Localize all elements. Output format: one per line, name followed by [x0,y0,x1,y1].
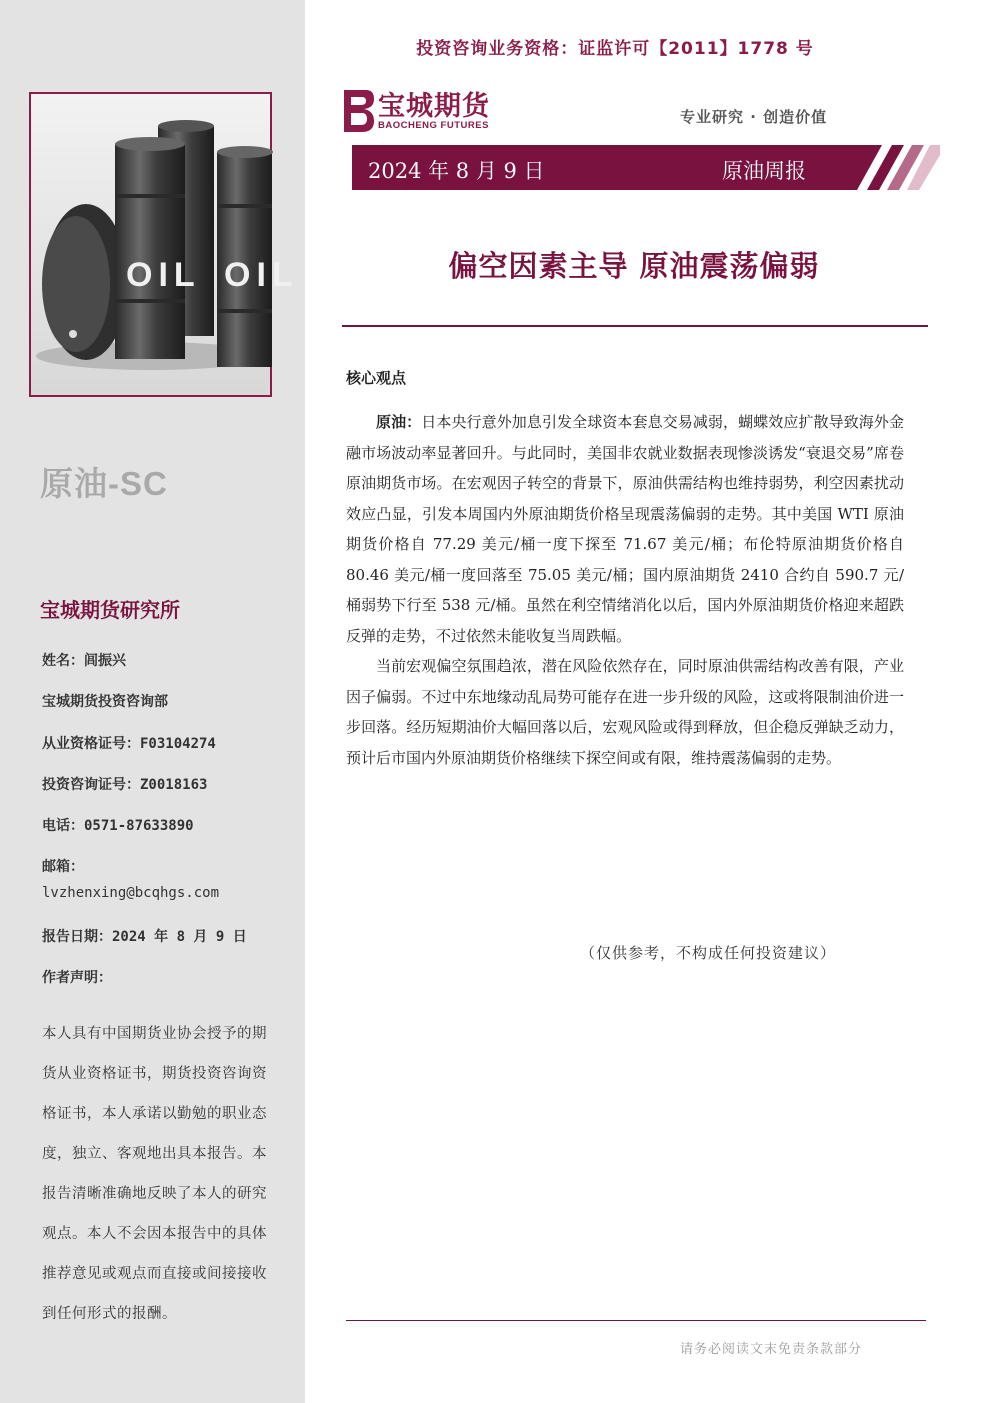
barrel-label-middle: OIL [126,256,201,294]
license-banner: 投资咨询业务资格：证监许可【2011】1778 号 [416,39,814,59]
report-date-banner: 2024 年 8 月 9 日 [368,159,545,183]
report-type: 原油周报 [722,159,806,183]
paragraph-2: 当前宏观偏空氛围趋浓，潜在风险依然存在，同时原油供需结构改善有限，产业因子偏弱。不过中东地缘动乱局势可能存在进一步升级的风险，这或将限制油价进一步回落。经历短期油价大幅回落以后，宏观风险或得到释放，但企稳反弹缺乏动力，预计后市国内外原油期货价格继续下探空间或有限，维持震荡偏弱的走势。 [346,657,904,767]
author-statement: 本人具有中国期货业协会授予的期货从业资格证书，期货投资咨询资格证书，本人承诺以勤勉的职业态度，独立、客观地出具本报告。本报告清晰准确地反映了本人的研究观点。本人不会因本报告中的具体推荐意见或观点而直接或间接接收到任何形式的报酬。 [42,1026,267,1322]
footer-divider [346,1320,926,1321]
section-heading: 核心观点 [346,369,407,387]
core-viewpoint-body [346,407,904,773]
barrel-label-right: OIL [224,256,299,294]
phone: 电话：0571-87633890 [42,818,194,834]
oil-barrels-illustration [31,94,270,395]
department: 宝城期货投资咨询部 [42,694,168,710]
footer-disclaimer-note: 请务必阅读文末免责条款部分 [680,1342,863,1357]
title-divider [342,325,928,327]
logo-emblem-icon [340,86,376,134]
qualification-number: 从业资格证号：F03104274 [42,736,216,752]
logo-english: BAOCHENG FUTURES [378,120,489,131]
slogan: 专业研究 · 创造价值 [680,108,828,126]
institute-name: 宝城期货研究所 [40,598,180,622]
report-title: 偏空因素主导 原油震荡偏弱 [448,249,820,283]
oil-barrels-photo [29,92,299,397]
author-name: 姓名：闾振兴 [42,653,126,669]
logo-chinese: 宝城期货 [378,91,490,122]
email-address[interactable]: lvzhenxing@bcqhgs.com [42,885,220,901]
author-statement-label: 作者声明： [42,970,112,986]
sidebar [0,0,305,1403]
paragraph-1 [346,407,904,651]
paragraph-1-text: 日本央行意外加息引发全球资本套息交易减弱，蝴蝶效应扩散导致海外金融市场波动率显著回升。与此同时，美国非农就业数据表现惨淡诱发“衰退交易”席卷原油期货市场。在宏观因子转空的背景下，原油供需结构也维持弱势，利空因素扰动效应凸显，引发本周国内外原油期货价格呈现震荡偏弱的走势。其中美国 WTI 原油期货价格自 77.29 美元/桶一度下探至 71.67 美元/桶；布伦特原油期货价格自 80.46 美元/桶一度回落至 75.05 美元/桶；国内原油期货 2410 合约自 590.7 元/桶弱势下行至 538 元/桶。虽然在利空情绪消化以后，国内外原油期货价格迎来超跌反弹的走势，不过依然未能收复当周跌幅。 [346,413,904,645]
company-logo [340,84,520,136]
email-label: 邮箱： [42,859,84,875]
reference-note: （仅供参考，不构成任何投资建议） [580,944,837,962]
report-date: 报告日期：2024 年 8 月 9 日 [42,929,247,945]
paragraph-1-lead: 原油： [376,413,422,431]
product-title: 原油-SC [40,465,168,502]
consulting-number: 投资咨询证号：Z0018163 [42,777,208,793]
